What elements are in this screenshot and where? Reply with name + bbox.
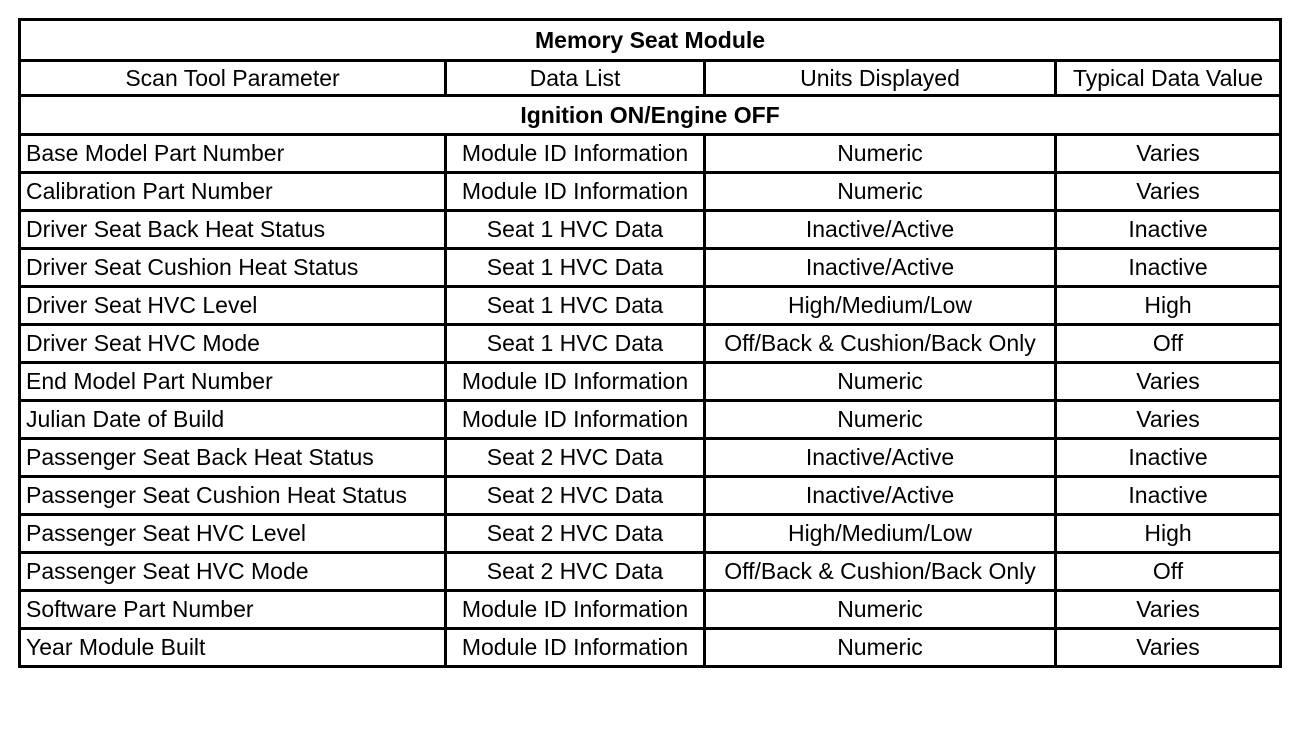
cell-typical-data-value: Varies: [1056, 401, 1281, 439]
table-row: [20, 553, 1281, 591]
cell-scan-tool-parameter: End Model Part Number: [20, 363, 446, 401]
cell-typical-data-value: Off: [1056, 553, 1281, 591]
cell-typical-data-value: Inactive: [1056, 477, 1281, 515]
column-header-scan-tool-parameter: Scan Tool Parameter: [20, 61, 446, 96]
cell-data-list: Seat 1 HVC Data: [446, 325, 705, 363]
table-row: [20, 363, 1281, 401]
column-header-units-displayed: Units Displayed: [705, 61, 1056, 96]
table-row: [20, 629, 1281, 667]
cell-typical-data-value: Inactive: [1056, 211, 1281, 249]
cell-scan-tool-parameter: Driver Seat HVC Mode: [20, 325, 446, 363]
cell-scan-tool-parameter: Passenger Seat Cushion Heat Status: [20, 477, 446, 515]
cell-data-list: Module ID Information: [446, 173, 705, 211]
table-row: [20, 325, 1281, 363]
table-row: [20, 591, 1281, 629]
table-title-row: [20, 20, 1281, 61]
cell-scan-tool-parameter: Passenger Seat Back Heat Status: [20, 439, 446, 477]
cell-data-list: Seat 2 HVC Data: [446, 515, 705, 553]
cell-scan-tool-parameter: Year Module Built: [20, 629, 446, 667]
cell-data-list: Module ID Information: [446, 401, 705, 439]
cell-units-displayed: Numeric: [705, 591, 1056, 629]
cell-typical-data-value: Inactive: [1056, 439, 1281, 477]
cell-units-displayed: Numeric: [705, 629, 1056, 667]
cell-units-displayed: High/Medium/Low: [705, 287, 1056, 325]
cell-scan-tool-parameter: Driver Seat Back Heat Status: [20, 211, 446, 249]
cell-scan-tool-parameter: Julian Date of Build: [20, 401, 446, 439]
cell-units-displayed: Numeric: [705, 363, 1056, 401]
table-title: Memory Seat Module: [20, 20, 1281, 61]
cell-data-list: Seat 1 HVC Data: [446, 249, 705, 287]
cell-typical-data-value: Off: [1056, 325, 1281, 363]
table-row: [20, 401, 1281, 439]
cell-typical-data-value: Varies: [1056, 629, 1281, 667]
column-header-typical-data-value: Typical Data Value: [1056, 61, 1281, 96]
column-header-row: [20, 61, 1281, 96]
cell-typical-data-value: High: [1056, 287, 1281, 325]
cell-units-displayed: Off/Back & Cushion/Back Only: [705, 553, 1056, 591]
section-header: Ignition ON/Engine OFF: [20, 96, 1281, 135]
cell-typical-data-value: Varies: [1056, 591, 1281, 629]
column-header-data-list: Data List: [446, 61, 705, 96]
cell-data-list: Seat 2 HVC Data: [446, 553, 705, 591]
cell-scan-tool-parameter: Passenger Seat HVC Mode: [20, 553, 446, 591]
cell-data-list: Module ID Information: [446, 135, 705, 173]
cell-data-list: Module ID Information: [446, 591, 705, 629]
cell-units-displayed: Inactive/Active: [705, 477, 1056, 515]
table-row: [20, 135, 1281, 173]
cell-scan-tool-parameter: Software Part Number: [20, 591, 446, 629]
cell-typical-data-value: Varies: [1056, 135, 1281, 173]
table-row: [20, 249, 1281, 287]
cell-typical-data-value: Varies: [1056, 173, 1281, 211]
cell-units-displayed: Numeric: [705, 401, 1056, 439]
table-row: [20, 439, 1281, 477]
cell-typical-data-value: Varies: [1056, 363, 1281, 401]
cell-data-list: Seat 1 HVC Data: [446, 211, 705, 249]
scan-tool-data-table: [18, 18, 1282, 668]
cell-data-list: Module ID Information: [446, 629, 705, 667]
cell-data-list: Seat 2 HVC Data: [446, 477, 705, 515]
table-row: [20, 211, 1281, 249]
cell-data-list: Module ID Information: [446, 363, 705, 401]
cell-scan-tool-parameter: Passenger Seat HVC Level: [20, 515, 446, 553]
table-row: [20, 287, 1281, 325]
table-row: [20, 477, 1281, 515]
cell-data-list: Seat 2 HVC Data: [446, 439, 705, 477]
cell-units-displayed: Off/Back & Cushion/Back Only: [705, 325, 1056, 363]
data-table-container: [18, 18, 1279, 668]
cell-scan-tool-parameter: Calibration Part Number: [20, 173, 446, 211]
table-row: [20, 173, 1281, 211]
cell-scan-tool-parameter: Driver Seat HVC Level: [20, 287, 446, 325]
cell-units-displayed: Inactive/Active: [705, 211, 1056, 249]
table-row: [20, 515, 1281, 553]
cell-scan-tool-parameter: Driver Seat Cushion Heat Status: [20, 249, 446, 287]
cell-units-displayed: Numeric: [705, 173, 1056, 211]
cell-units-displayed: Numeric: [705, 135, 1056, 173]
cell-typical-data-value: Inactive: [1056, 249, 1281, 287]
section-header-row: [20, 96, 1281, 135]
cell-units-displayed: High/Medium/Low: [705, 515, 1056, 553]
cell-units-displayed: Inactive/Active: [705, 249, 1056, 287]
cell-scan-tool-parameter: Base Model Part Number: [20, 135, 446, 173]
cell-typical-data-value: High: [1056, 515, 1281, 553]
cell-units-displayed: Inactive/Active: [705, 439, 1056, 477]
cell-data-list: Seat 1 HVC Data: [446, 287, 705, 325]
